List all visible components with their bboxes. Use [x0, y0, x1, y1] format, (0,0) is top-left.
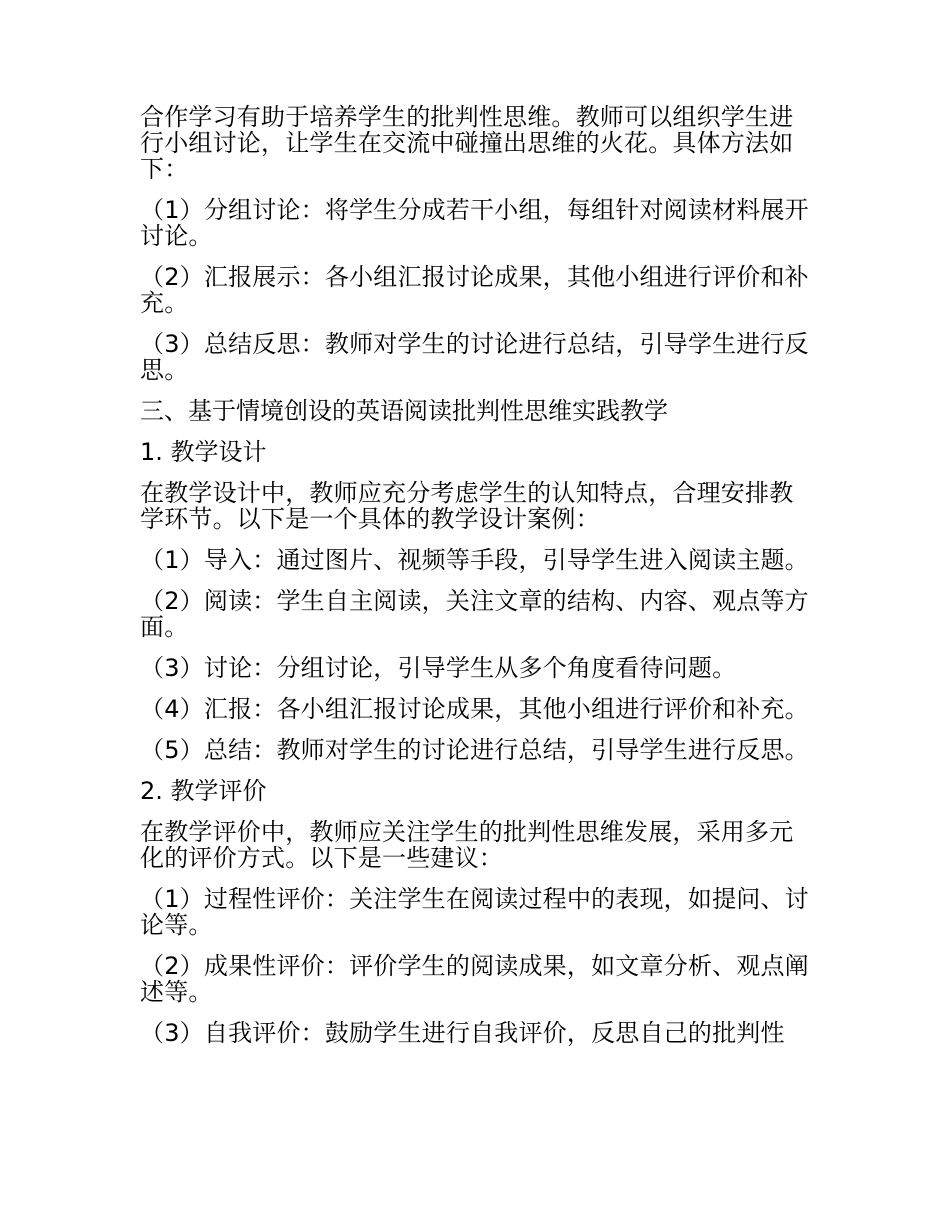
list-item: （2）成果性评价：评价学生的阅读成果，如文章分析、观点阐述等。: [140, 952, 809, 1006]
list-item: （2）汇报展示：各小组汇报讨论成果，其他小组进行评价和补充。: [140, 263, 809, 317]
subsection-heading-teaching-evaluation: 2. 教学评价: [140, 777, 267, 805]
section-heading: 三、基于情境创设的英语阅读批判性思维实践教学: [140, 397, 668, 425]
list-item: （1）分组讨论：将学生分成若干小组，每组针对阅读材料展开讨论。: [140, 196, 809, 250]
list-item: （3）自我评价：鼓励学生进行自我评价，反思自己的批判性: [140, 1019, 785, 1047]
list-item: （3）讨论：分组讨论，引导学生从多个角度看待问题。: [140, 654, 737, 682]
list-item: （3）总结反思：教师对学生的讨论进行总结，引导学生进行反思。: [140, 330, 809, 384]
paragraph-cooperative-learning: 合作学习有助于培养学生的批判性思维。教师可以组织学生进行小组讨论，让学生在交流中碰撞出思维的火花。具体方法如下：: [140, 103, 794, 183]
subsection-heading-teaching-design: 1. 教学设计: [140, 438, 267, 466]
list-item: （1）过程性评价：关注学生在阅读过程中的表现，如提问、讨论等。: [140, 885, 809, 939]
list-item: （4）汇报：各小组汇报讨论成果，其他小组进行评价和补充。: [140, 695, 809, 723]
document-body: [140, 104, 812, 1061]
list-item: （1）导入：通过图片、视频等手段，引导学生进入阅读主题。: [140, 546, 809, 574]
list-item: （5）总结：教师对学生的讨论进行总结，引导学生进行反思。: [140, 736, 809, 764]
list-item: （2）阅读：学生自主阅读，关注文章的结构、内容、观点等方面。: [140, 587, 809, 641]
paragraph-teaching-evaluation: 在教学评价中，教师应关注学生的批判性思维发展，采用多元化的评价方式。以下是一些建议：: [140, 818, 794, 872]
paragraph-teaching-design: 在教学设计中，教师应充分考虑学生的认知特点，合理安排教学环节。以下是一个具体的教学设计案例：: [140, 479, 794, 533]
